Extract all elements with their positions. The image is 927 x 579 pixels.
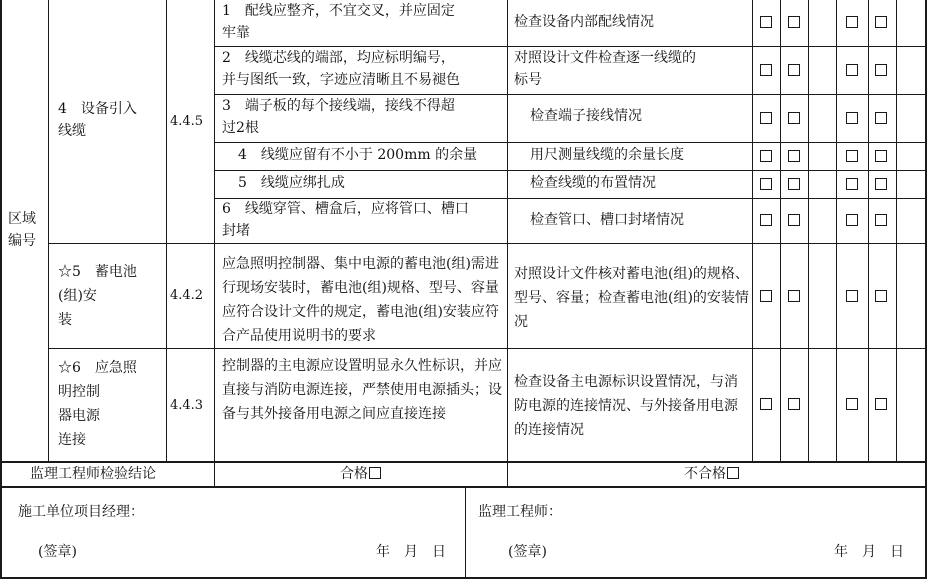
result-checkbox[interactable] xyxy=(760,64,772,76)
table-rule xyxy=(214,0,215,486)
requirement-text: 1 配线应整齐，不宜交叉，并应固定 牢靠 xyxy=(222,3,455,41)
result-checkbox[interactable] xyxy=(788,178,800,190)
result-checkbox[interactable] xyxy=(788,64,800,76)
result-checkbox[interactable] xyxy=(875,150,887,162)
region-number-label: 区域 编号 xyxy=(8,211,36,249)
result-checkbox[interactable] xyxy=(875,16,887,28)
result-checkbox[interactable] xyxy=(788,16,800,28)
table-rule xyxy=(166,0,167,461)
result-checkbox[interactable] xyxy=(788,290,800,302)
table-rule xyxy=(896,0,897,461)
result-checkbox[interactable] xyxy=(788,112,800,124)
result-checkbox[interactable] xyxy=(875,112,887,124)
table-rule xyxy=(836,0,837,461)
result-checkbox[interactable] xyxy=(760,16,772,28)
check-method: 检查管口、槽口封堵情况 xyxy=(530,212,684,228)
result-checkbox[interactable] xyxy=(875,398,887,410)
check-method: 检查端子接线情况 xyxy=(530,108,642,124)
fail-label: 不合格 xyxy=(684,466,726,482)
result-checkbox[interactable] xyxy=(846,64,858,76)
result-checkbox[interactable] xyxy=(760,398,772,410)
result-checkbox[interactable] xyxy=(760,214,772,226)
check-method: 用尺测量线缆的余量长度 xyxy=(530,147,684,163)
item-battery-install: ☆5 蓄电池 (组)安 装 xyxy=(58,264,137,328)
result-checkbox[interactable] xyxy=(760,150,772,162)
requirement-text: 5 线缆应绑扎成 xyxy=(238,175,345,191)
fail-option[interactable] xyxy=(684,462,884,486)
result-checkbox[interactable] xyxy=(846,178,858,190)
pass-checkbox[interactable] xyxy=(369,467,381,479)
result-checkbox[interactable] xyxy=(788,398,800,410)
requirement-text: 2 线缆芯线的端部，均应标明编号， 并与图纸一致，字迹应清晰且不易褪色 xyxy=(222,50,460,88)
table-rule xyxy=(0,577,927,579)
result-checkbox[interactable] xyxy=(875,178,887,190)
result-checkbox[interactable] xyxy=(760,290,772,302)
table-rule xyxy=(465,486,466,578)
result-checkbox[interactable] xyxy=(788,150,800,162)
result-checkbox[interactable] xyxy=(846,398,858,410)
table-rule xyxy=(48,0,49,461)
check-method: 检查设备主电源标识设置情况，与消防电源的连接情况、与外接备用电源的连接情况 xyxy=(514,374,738,438)
result-checkbox[interactable] xyxy=(760,178,772,190)
item-controller-power: ☆6 应急照 明控制 器电源 连接 xyxy=(58,360,137,448)
table-rule xyxy=(507,0,508,486)
requirement-text: 4 线缆应留有不小于 200mm 的余量 xyxy=(238,147,478,163)
requirement-text: 3 端子板的每个接线端，接线不得超 过2根 xyxy=(222,98,455,136)
conclusion-label: 监理工程师检验结论 xyxy=(30,466,156,482)
result-checkbox[interactable] xyxy=(760,112,772,124)
check-method: 对照设计文件核对蓄电池(组)的规格、型号、容量；检查蓄电池(组)的安装情况 xyxy=(514,266,749,330)
table-rule xyxy=(752,0,753,461)
result-checkbox[interactable] xyxy=(875,214,887,226)
check-method: 对照设计文件检查逐一线缆的 标号 xyxy=(514,50,696,88)
clause-number: 4.4.5 xyxy=(170,114,204,129)
table-rule xyxy=(48,243,927,244)
requirement-text: 应急照明控制器、集中电源的蓄电池(组)需进行现场安装时，蓄电池(组)规格、型号、容量应符合设计文件的规定，蓄电池(组)安装应符合产品使用说明书的要求 xyxy=(222,256,499,344)
right-date: 年 月 日 xyxy=(834,544,904,560)
pass-option[interactable] xyxy=(214,462,507,486)
table-rule xyxy=(48,348,927,349)
fail-checkbox[interactable] xyxy=(727,467,739,479)
supervisor-label: 监理工程师： xyxy=(478,504,562,520)
construction-manager-label: 施工单位项目经理： xyxy=(18,504,144,520)
requirement-text: 6 线缆穿管、槽盒后，应将管口、槽口 封堵 xyxy=(222,201,469,239)
result-checkbox[interactable] xyxy=(875,64,887,76)
clause-number: 4.4.2 xyxy=(170,288,204,303)
table-rule xyxy=(868,0,869,461)
item-cable-entry: 4 设备引入 线缆 xyxy=(58,101,137,139)
table-rule xyxy=(0,486,927,488)
right-seal: (签章) xyxy=(508,544,547,560)
check-method: 检查设备内部配线情况 xyxy=(514,14,654,30)
result-checkbox[interactable] xyxy=(846,16,858,28)
table-rule xyxy=(925,0,927,579)
result-checkbox[interactable] xyxy=(875,290,887,302)
table-rule xyxy=(808,0,809,461)
check-method: 检查线缆的布置情况 xyxy=(530,175,656,191)
result-checkbox[interactable] xyxy=(846,214,858,226)
result-checkbox[interactable] xyxy=(846,290,858,302)
left-date: 年 月 日 xyxy=(376,544,446,560)
result-checkbox[interactable] xyxy=(846,150,858,162)
left-seal: (签章) xyxy=(38,544,77,560)
table-rule xyxy=(0,0,2,579)
result-checkbox[interactable] xyxy=(846,112,858,124)
result-checkbox[interactable] xyxy=(788,214,800,226)
clause-number: 4.4.3 xyxy=(170,398,204,413)
pass-label: 合格 xyxy=(340,466,368,482)
requirement-text: 控制器的主电源应设置明显永久性标识，并应直接与消防电源连接，严禁使用电源插头；设备与其外接备用电源之间应直接连接 xyxy=(222,358,502,422)
table-rule xyxy=(780,0,781,461)
